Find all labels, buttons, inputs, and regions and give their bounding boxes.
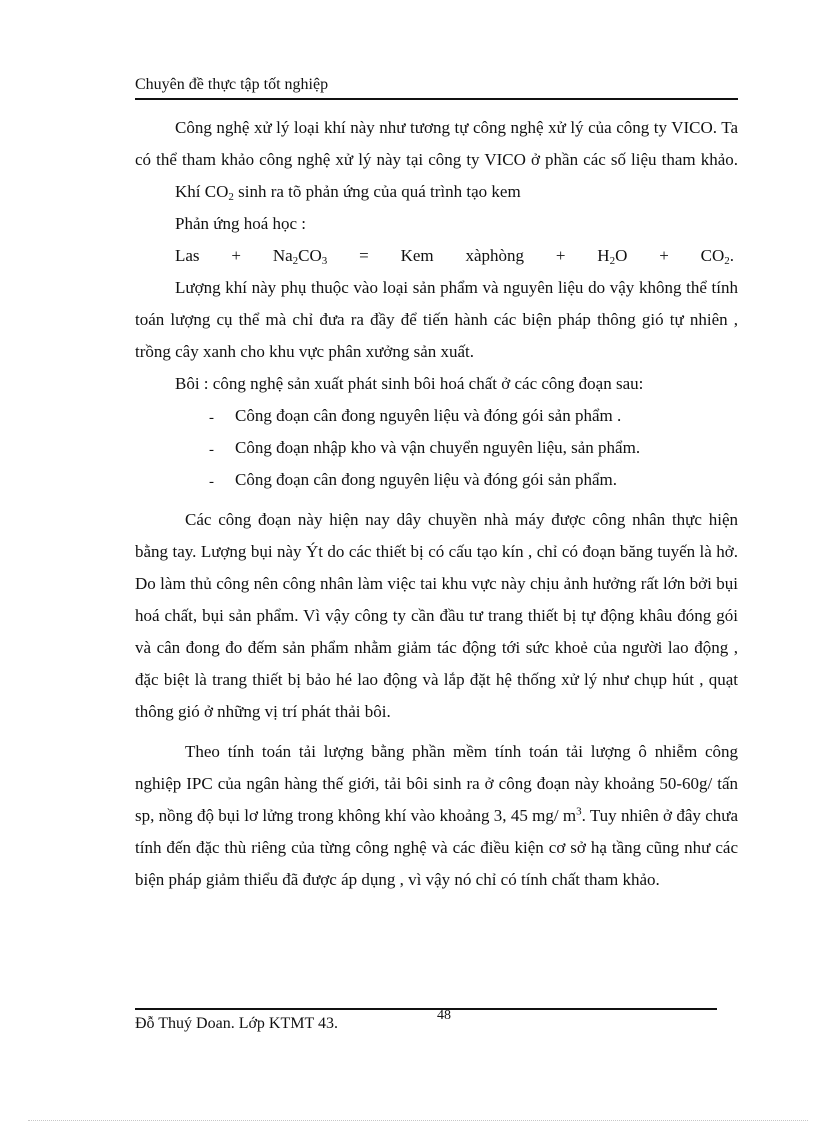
- paragraph-manual-work: Các công đoạn này hiện nay dây chuyền nhà máy được công nhân thực hiện bằng tay. Lượng bụi này Ýt do các thiết bị có cấu tạo kín , chỉ có đoạn băng tuyến là hở. Do làm thủ công nên công nhân làm việc tai khu vực này chịu ảnh hưởng rất lớn bởi bụi hoá chất, bụi sản phẩm. Vì vậy công ty cần đầu tư trang thiết bị tự động khâu đóng gói và cân đong đo đếm sản phẩm nhằm giảm tác động tới sức khoẻ của người lao động , đặc biệt là trang thiết bị bảo hé lao động và lắp đặt hệ thống xử lý như chụp hút , quạt thông gió ở những vị trí phát thải bôi.: [135, 510, 738, 721]
- list-marker: -: [209, 410, 214, 426]
- paragraph-vico: Công nghệ xử lý loại khí này như tương tự công nghệ xử lý của công ty VICO. Ta có thể tham khảo công nghệ xử lý này tại công ty VICO ở phần các số liệu tham khảo.: [135, 118, 738, 169]
- eq-reactant-las: Las: [175, 246, 200, 265]
- eq-product-h2o: $H_2O$: [597, 246, 628, 267]
- page-number: 48: [437, 1008, 451, 1023]
- p2-text-b: sinh ra tõ phản ứng của quá trình tạo kem: [233, 182, 521, 201]
- p2-text-a: Khí CO: [175, 182, 229, 201]
- footer-divider: [135, 1008, 717, 1010]
- page-bottom-dotted-rule: [28, 1120, 808, 1121]
- list-marker: -: [209, 442, 214, 458]
- header-title: Chuyên đề thực tập tốt nghiệp: [135, 76, 329, 93]
- paragraph-ipc-calculation: Theo tính toán tải lượng bằng phần mềm tính toán tải lượng ô nhiễm công nghiệp IPC của ngân hàng thế giới, tải bôi sinh ra ở công đoạn này khoảng 50-60g/ tấn sp, nồng độ bụi lơ lửng trong không khí vào khoảng 3, 45 mg/ $m^3$. Tuy nhiên ở đây chưa tính đến đặc thù riêng của từng công nghệ và các điều kiện cơ sở hạ tầng cũng như các biện pháp giảm thiểu đã được áp dụng , vì vậy nó chỉ có tính chất tham khảo.: [135, 742, 739, 889]
- eq-reactant-na2co3: $Na_2CO_3$: [272, 246, 328, 267]
- chemical-equation: [135, 240, 738, 272]
- list-marker: -: [209, 474, 214, 490]
- eq-product-xaphong: xàphòng: [465, 246, 524, 265]
- p2-subscript: 2: [228, 191, 234, 203]
- eq-plus-3: +: [659, 246, 669, 265]
- eq-plus-1: +: [231, 246, 241, 265]
- paragraph-gas-amount: Lượng khí này phụ thuộc vào loại sản phẩm và nguyên liệu do vậy không thể tính toán lượng cụ thể mà chỉ đưa ra đầy để tiến hành các biện pháp thông gió tự nhiên , trồng cây xanh cho khu vực phân xưởng sản xuất.: [135, 278, 738, 361]
- eq-equals: =: [359, 246, 369, 265]
- eq-product-co2: $CO_2$.: [700, 246, 734, 267]
- eq-plus-2: +: [555, 246, 566, 265]
- page-header: [135, 74, 738, 100]
- list-item: - Công đoạn cân đong nguyên liệu và đóng gói sản phẩm.: [135, 464, 738, 496]
- paragraph-co2-source: [135, 176, 738, 208]
- p7-superscript: 3: [576, 805, 582, 818]
- eq-product-kem: Kem: [400, 246, 434, 265]
- paragraph-dust-intro: Bôi : công nghệ sản xuất phát sinh bôi hoá chất ở các công đoạn sau:: [175, 374, 644, 393]
- document-body: [135, 112, 738, 896]
- list-item: - Công đoạn cân đong nguyên liệu và đóng gói sản phẩm .: [135, 400, 738, 432]
- dust-stage-list: [135, 400, 738, 496]
- paragraph-reaction-label: Phản ứng hoá học :: [175, 214, 307, 233]
- list-item: - Công đoạn nhập kho và vận chuyển nguyên liệu, sản phẩm.: [135, 432, 738, 464]
- footer-author: Đỗ Thuý Doan. Lớp KTMT 43.: [135, 1015, 338, 1032]
